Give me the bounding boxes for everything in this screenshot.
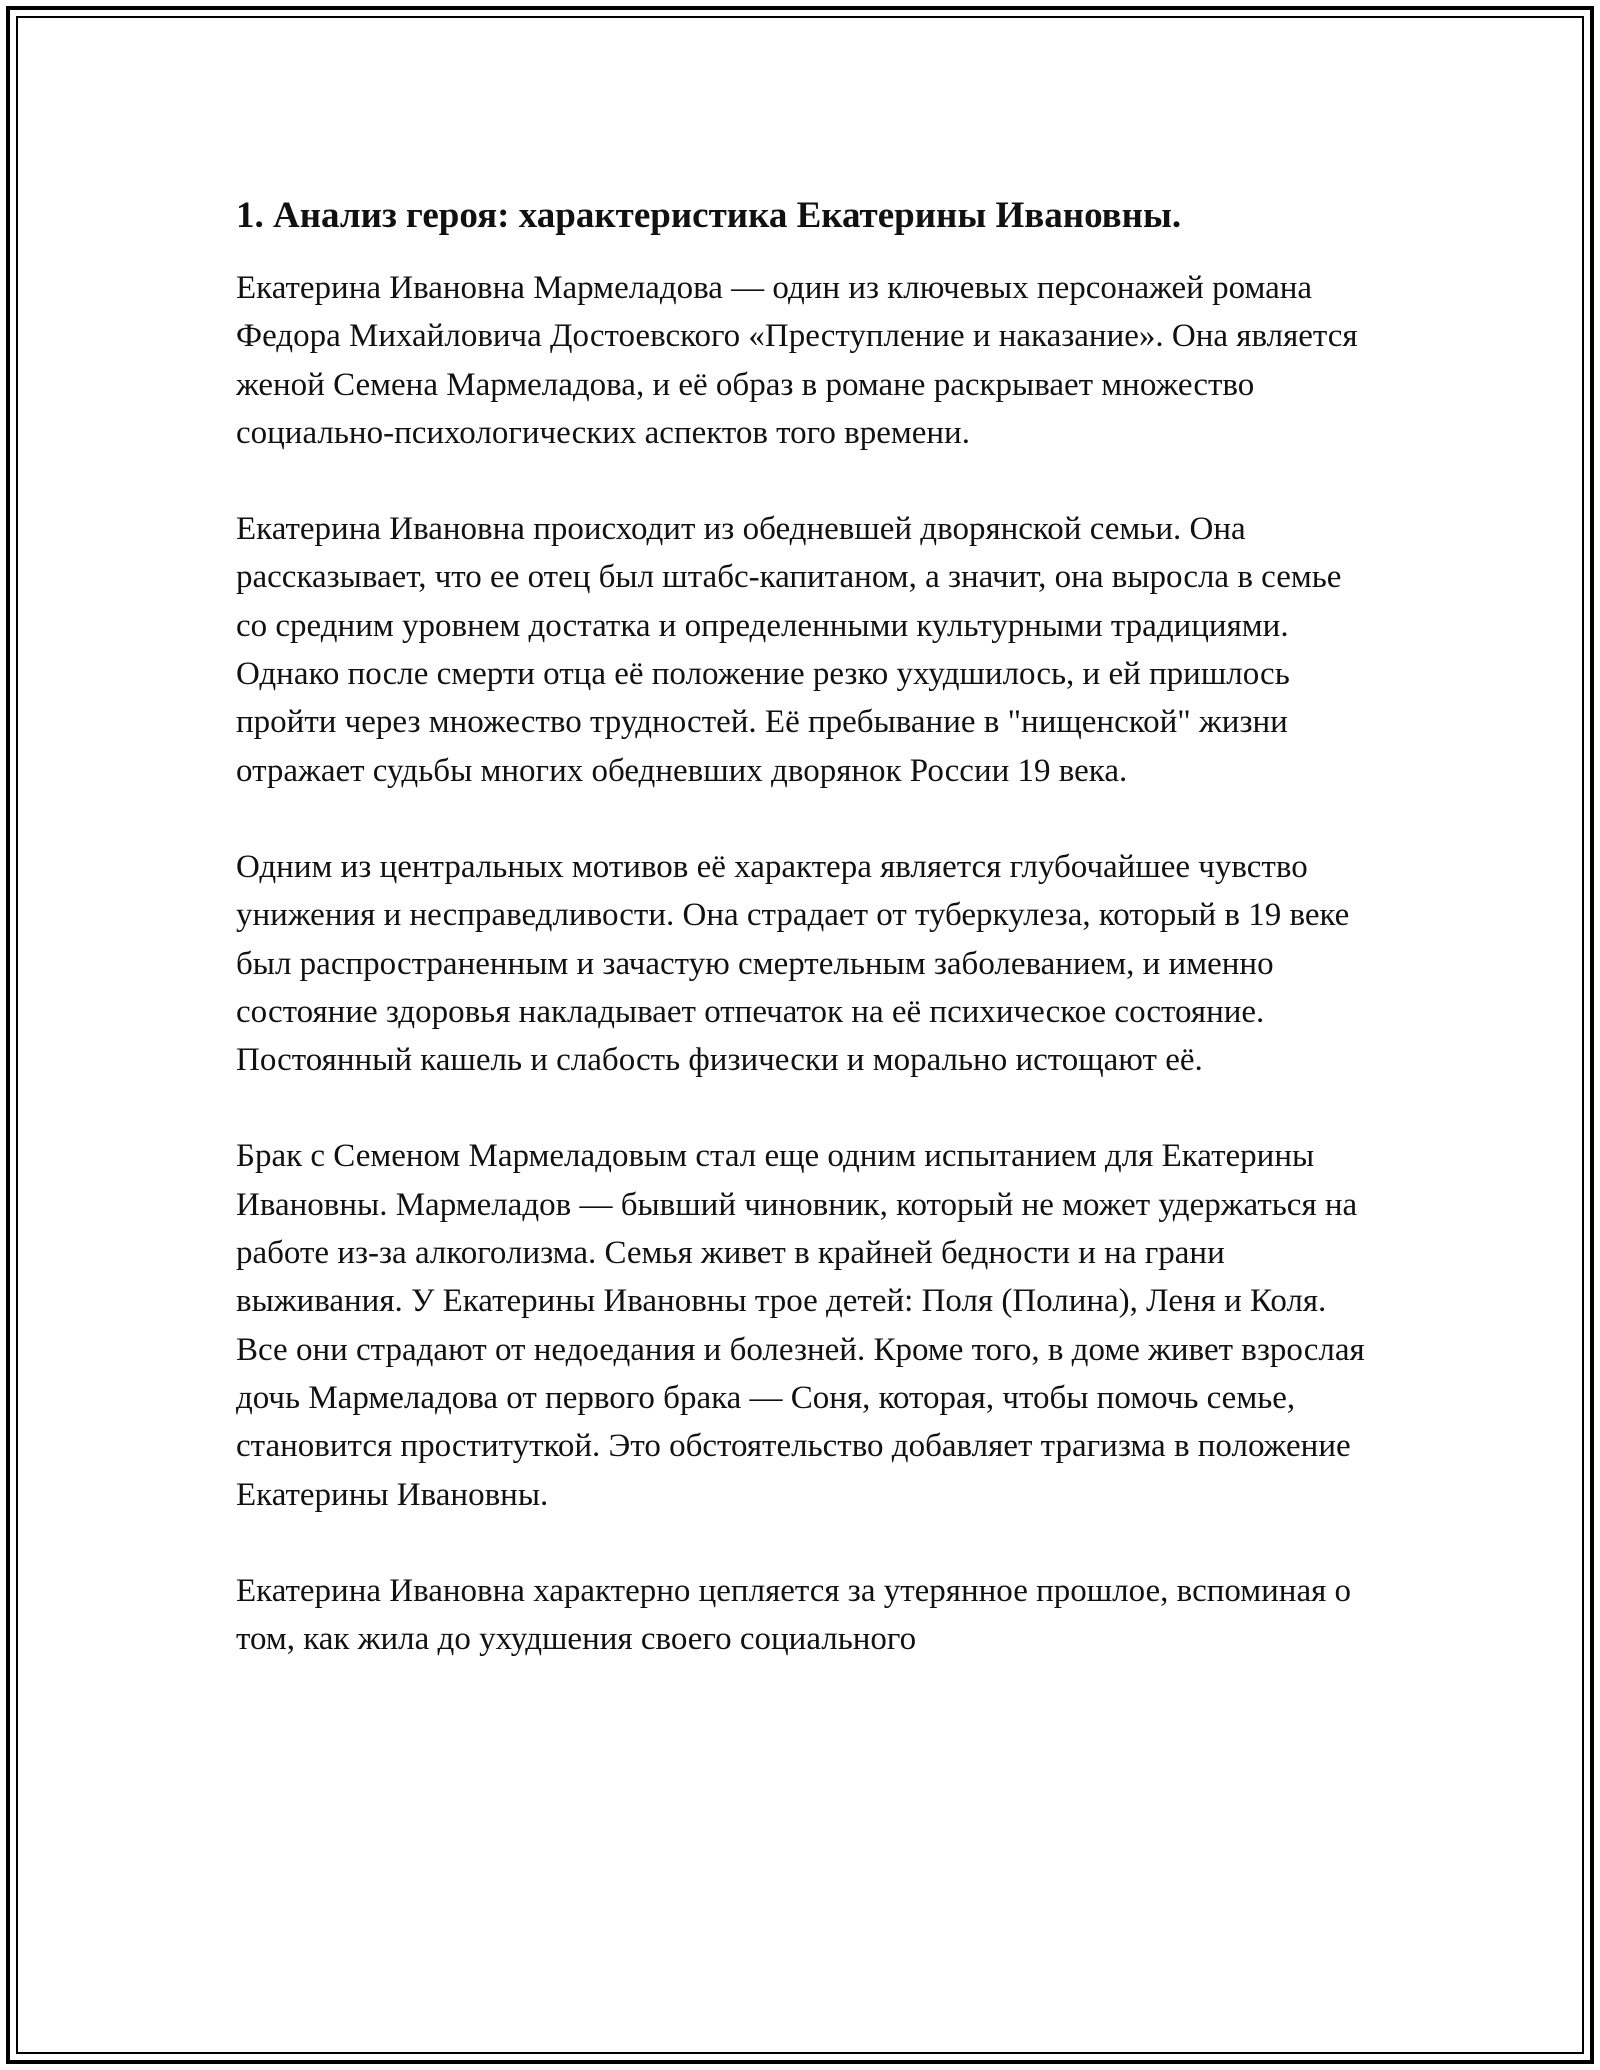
paragraph-1: Екатерина Ивановна Мармеладова — один из ключевых персонажей романа Федора Михайловича Достоевского «Преступление и наказание». Она является женой Семена Мармеладова, и её образ в романе раскрывает множество социально-психологических аспектов того времени. bbox=[236, 270, 1358, 451]
paragraph-2: Екатерина Ивановна происходит из обедневшей дворянской семьи. Она рассказывает, что ее отец был штабс-капитаном, а значит, она выросла в семье со средним уровнем достатка и определенными культурными традициями. Однако после смерти отца её положение резко ухудшилось, и ей пришлось пройти через множество трудностей. Её пребывание в "нищенской" жизни отражает судьбы многих обедневших дворянок России 19 века. bbox=[236, 511, 1342, 789]
paragraph-5: Екатерина Ивановна характерно цепляется за утерянное прошлое, вспоминая о том, как жила до ухудшения своего социального bbox=[236, 1572, 1352, 1658]
document-body bbox=[236, 188, 1376, 1711]
paragraph-3: Одним из центральных мотивов её характера является глубочайшее чувство унижения и несправедливости. Она страдает от туберкулеза, который в 19 веке был распространенным и зачастую смертельным заболеванием, и именно состояние здоровья накладывает отпечаток на её психическое состояние. Постоянный кашель и слабость физически и морально истощают её. bbox=[236, 848, 1350, 1079]
paragraph-4: Брак с Семеном Мармеладовым стал еще одним испытанием для Екатерины Ивановны. Мармеладов — бывший чиновник, который не может удержаться на работе из-за алкоголизма. Семья живет в крайней бедности и на грани выживания. У Екатерины Ивановны трое детей: Поля (Полина), Леня и Коля. Все они страдают от недоедания и болезней. Кроме того, в доме живет взрослая дочь Мармеладова от первого брака — Соня, которая, чтобы помочь семье, становится проституткой. Это обстоятельство добавляет трагизма в положение Екатерины Ивановны. bbox=[236, 1138, 1365, 1513]
section-heading: 1. Анализ героя: характеристика Екатерины Ивановны. bbox=[236, 195, 1182, 236]
